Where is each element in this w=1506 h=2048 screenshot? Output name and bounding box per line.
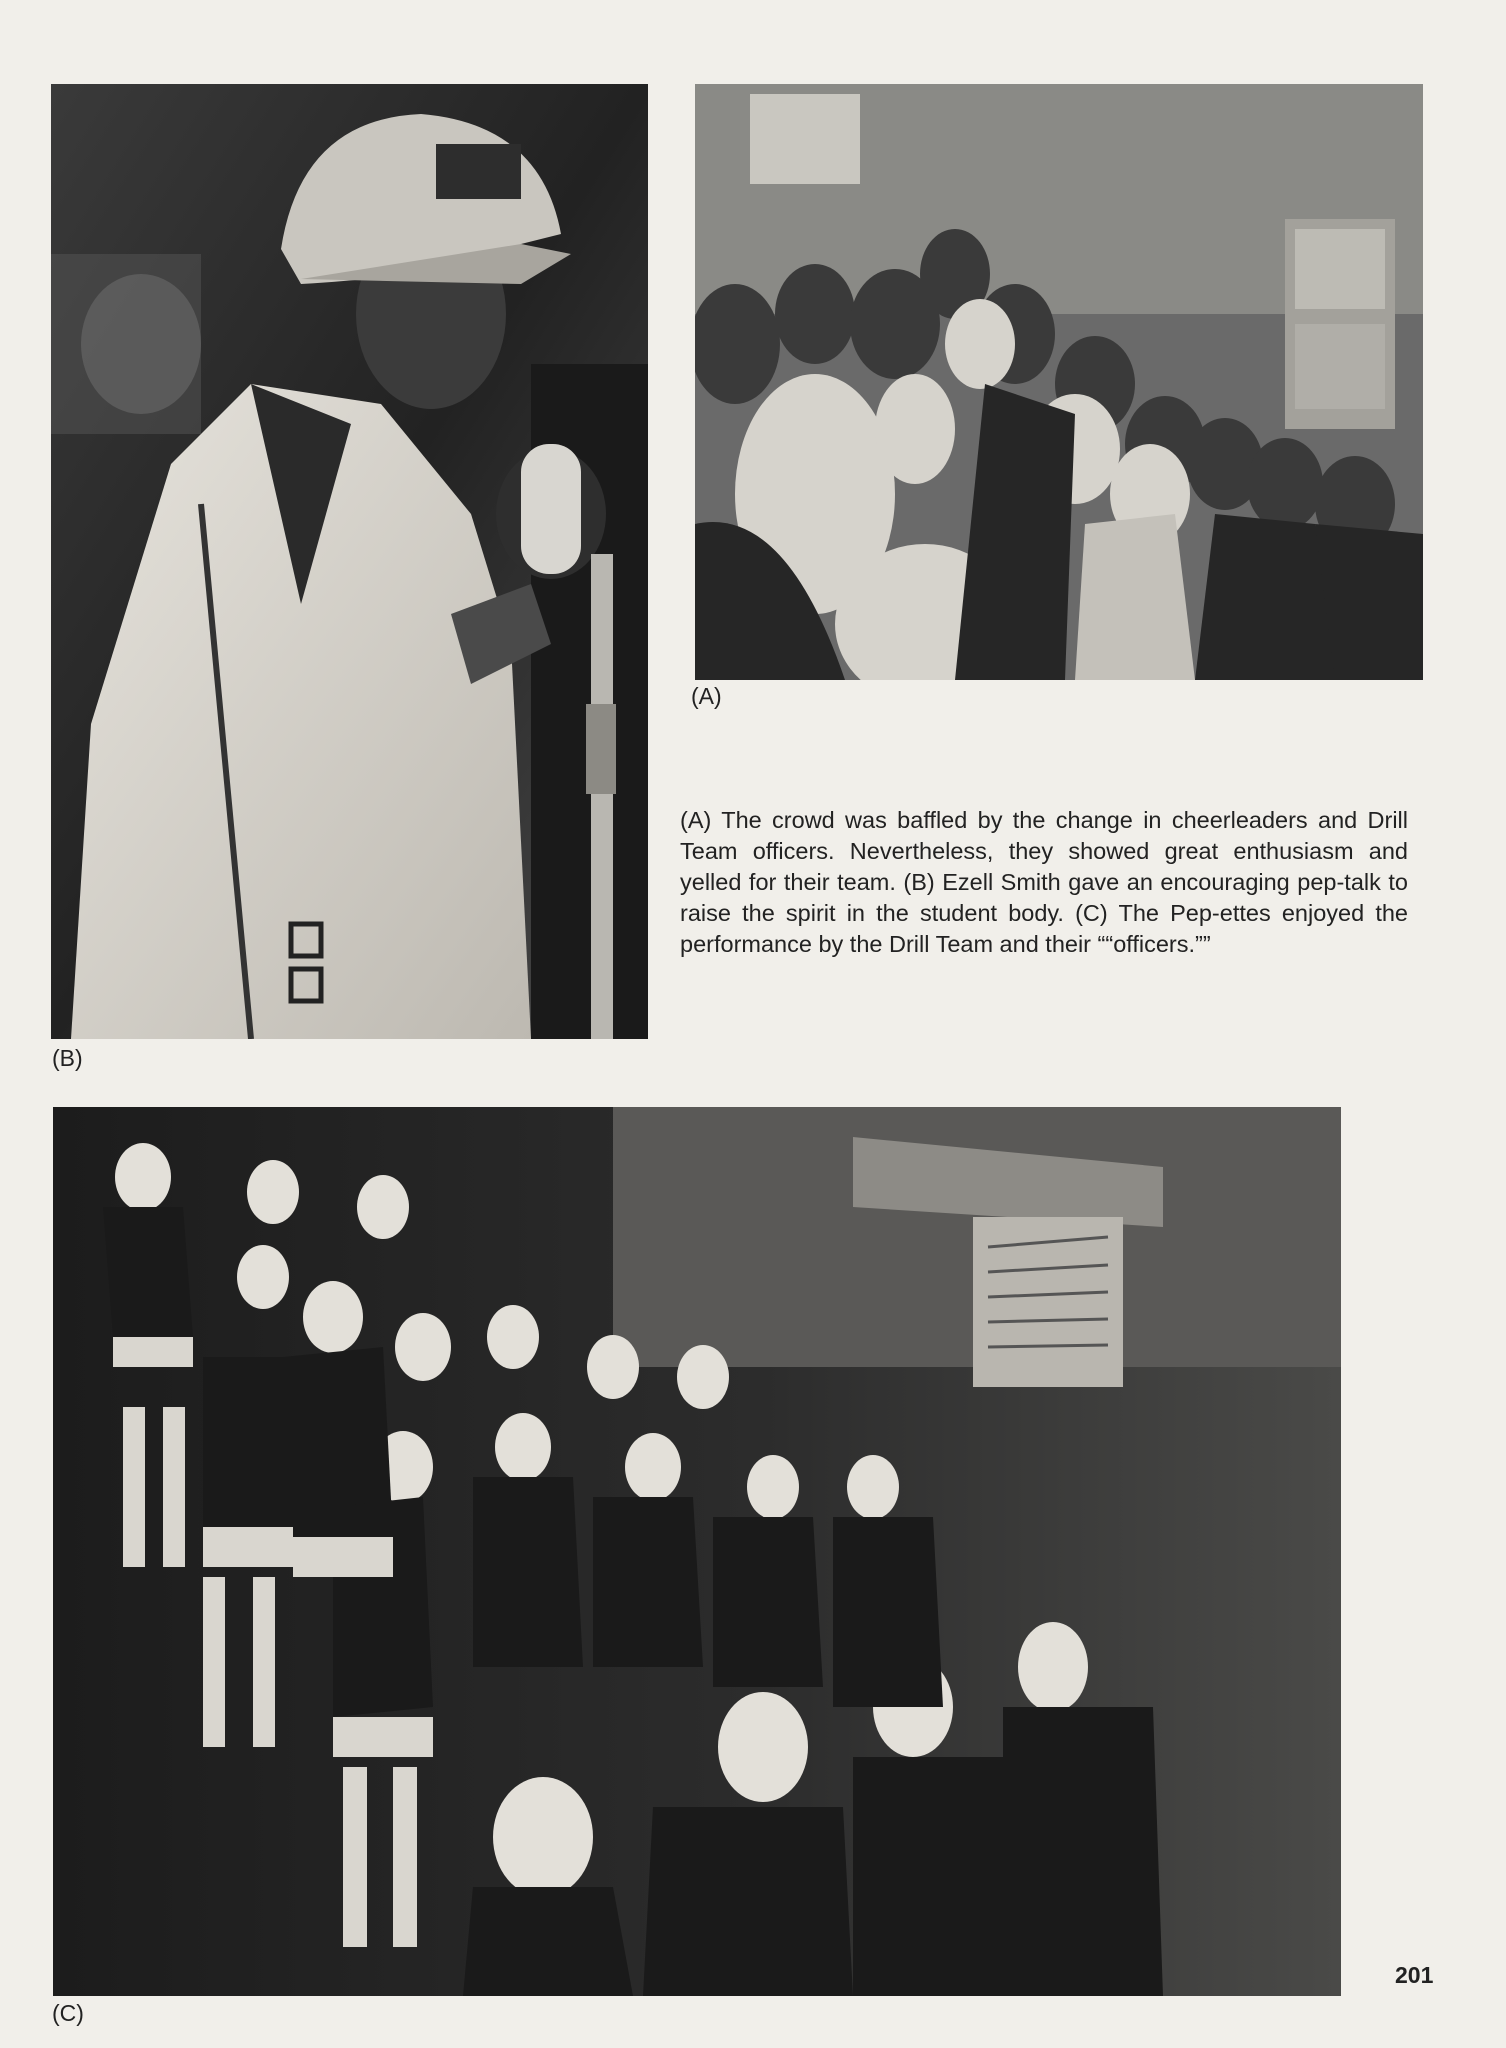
photo-b [51, 84, 648, 1039]
photo-a [695, 84, 1423, 680]
photo-a-label: (A) [691, 683, 722, 709]
photo-c-label: (C) [52, 2000, 84, 2026]
page-number: 201 [1395, 1962, 1434, 1988]
photo-caption: (A) The crowd was baffled by the change in cheerleaders and Drill Team officers. Nevertheless, they showed great enthusiasm and yelled for their team. (B) Ezell Smith gave an encouraging pep-talk to raise the spirit in the student body. (C) The Pep-ettes enjoyed the performance by the Drill Team and their ““officers.”” [680, 807, 1408, 957]
photo-b-image [51, 84, 648, 1039]
photo-c [53, 1107, 1341, 1996]
photo-b-label: (B) [52, 1045, 83, 1071]
photo-c-image [53, 1107, 1341, 1996]
photo-a-image [695, 84, 1423, 680]
